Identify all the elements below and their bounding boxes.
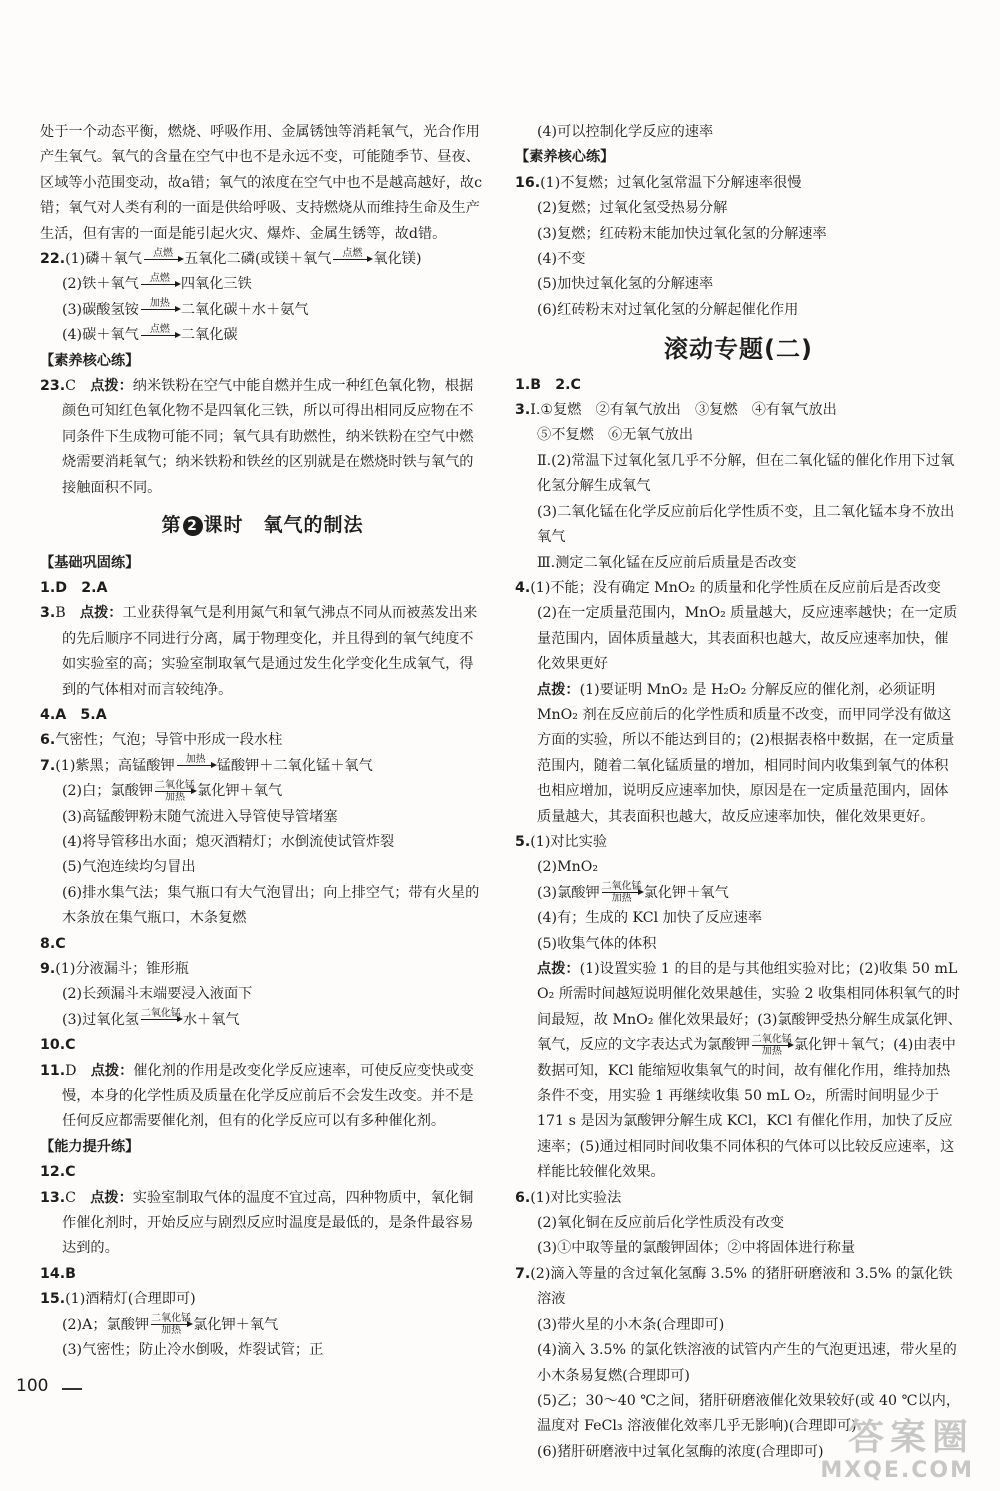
answer-16-3: (3)复燃；红砖粉末能加快过氧化氢的分解速率 <box>537 225 827 242</box>
watermark-logo <box>820 1418 974 1484</box>
section-ability-heading: 【能力提升练】 <box>40 1138 140 1155</box>
reaction-arrow: 二氧化锰 <box>140 1008 181 1020</box>
answer-9-2: (2)长颈漏斗末端要浸入液面下 <box>62 986 253 1003</box>
answer-r-3-5: Ⅲ.测定二氧化锰在反应前后质量是否改变 <box>537 554 797 571</box>
answer-3: 3.B 点拨：工业获得氧气是利用氮气和氧气沸点不同从而被蒸发出来的先后顺序不同进行分离，属于物理变化，并且得到的氧气纯度不如实验室的高；实验室制取氧气是通过发生化学变化生成氧气，得到的气体相对而言较纯净。 <box>40 605 478 698</box>
answer-11: 11.D 点拨：催化剂的作用是改变化学反应速率，可使反应变快或变慢，本身的化学性质及质量在化学反应前后不会发生改变。并不是任何反应都需要催化剂，但有的化学反应可以有多种催化剂。 <box>40 1062 474 1130</box>
answer-r-5-4: (4)有；生成的 KCl 加快了反应速率 <box>537 910 762 927</box>
answer-10: 10.C <box>40 1037 76 1054</box>
topic-title: 滚动专题(二) <box>664 335 813 364</box>
answer-16-4: (4)不变 <box>537 251 586 268</box>
reaction-arrow: 二氧化锰 加热 <box>601 881 642 905</box>
reaction-arrow: 点燃 <box>141 324 179 347</box>
answer-15-2: (2)A；氯酸钾 二氧化锰 加热 氯化钾＋氧气 <box>62 1313 279 1337</box>
answer-7-1: 7.(1)紫黑；高锰酸钾 加热 锰酸钾＋二氧化锰＋氧气 <box>40 754 485 779</box>
reaction-arrow: 点燃 <box>141 273 179 296</box>
answer-7-2: (2)白；氯酸钾 二氧化锰 加热 氯化钾＋氧气 <box>62 779 283 803</box>
answer-7-4: (4)将导管移出水面；熄灭酒精灯；水倒流使试管炸裂 <box>62 833 395 850</box>
answer-16-1: 16.(1)不复燃；过氧化氢常温下分解速率很慢 <box>515 174 802 191</box>
answer-1-2: 1.D 2.A <box>40 579 108 596</box>
answer-22-3: (3)碳酸氢铵 加热 二氧化碳＋水＋氨气 <box>40 298 485 323</box>
answer-7-6: (6)排水集气法；集气瓶口有大气泡冒出；向上排空气；带有火星的木条放在集气瓶口，木条复燃 <box>62 884 480 927</box>
answer-7-5: (5)气泡连续均匀冒出 <box>62 859 196 876</box>
answer-r-4-tip: 点拨：(1)要证明 MnO₂ 是 H₂O₂ 分解反应的催化剂，必须证明 MnO₂ 剂在反应前后的化学性质和质量不改变，而甲同学没有做这方面的实验，所以不能达到目的；(2)根据表格中数据，在一定质量范围内，随着二氧化锰质量的增加，相同时间内收集到氧气的体积也相应增加，说明反应速率加快，原因是在一定质量范围内，固体质量越大，其表面积也越大，故反应速率加快，催化效果更好。 <box>537 681 955 825</box>
answer-r-3-3: Ⅱ.(2)常温下过氧化氢几乎不分解，但在二氧化锰的催化作用下过氧化氢分解生成氧气 <box>537 452 955 495</box>
answer-r-3-2: ⑤不复燃 ⑥无氧气放出 <box>537 427 694 444</box>
reaction-arrow: 点燃 <box>333 248 371 271</box>
right-column <box>515 120 962 1465</box>
paragraph-q21-continued: 处于一个动态平衡，燃烧、呼吸作用、金属锈蚀等消耗氧气，光合作用产生氧气。氧气的含量在空气中也不是永远不变，可能随季节、昼夜、区域等小范围变动，故a错；氧气的浓度在空气中也不是越高越好，故c错；氧气对人类有利的一面是供给呼吸、支持燃烧从而维持生命及生产生活，但有害的一面是能引起火灾、爆炸、金属生锈等，故d错。 <box>40 124 483 242</box>
answer-15-3: (3)气密性；防止冷水倒吸，炸裂试管；正 <box>62 1342 324 1359</box>
answer-14: 14.B <box>40 1265 76 1282</box>
section-basic-heading: 【基础巩固练】 <box>40 554 140 571</box>
lesson-number-badge: 2 <box>183 516 203 536</box>
reaction-arrow: 二氧化锰 加热 <box>151 1313 192 1337</box>
reaction-arrow: 二氧化锰 加热 <box>155 779 196 803</box>
answer-9-1: 9.(1)分液漏斗；锥形瓶 <box>40 961 189 977</box>
answer-6: 6.气密性；气泡；导管中形成一段水柱 <box>40 732 283 749</box>
section-core-heading-2: 【素养核心练】 <box>515 149 615 166</box>
answer-r-5-tip: 点拨：(1)设置实验 1 的目的是与其他组实验对比；(2)收集 50 mL O₂ 所需时间越短说明催化效果越佳，实验 2 收集相同体积氧气的时间最短，故 MnO₂ 催化效果最好；(3)氯酸钾受热分解生成氯化钾、氧气，反应的文字表达式为氯酸钾 二氧化锰 加热 氯化钾＋氧气；(4)由表中数据可知，KCl 能缩短收集氧气的时间，故有催化作用，维持加热条件不变，用实验 1 再继续收集 50 mL O₂，所需时间明显少于 171 s 是因为氯酸钾分解生成 KCl，KCl 有催化作用，加快了反应速率；(5)通过相同时间收集不同体积的气体可以比较反应速率，这样能比较催化效果。 <box>537 961 962 1181</box>
answer-r-7-3: (4)滴入 3.5% 的氯化铁溶液的试管内产生的气泡更迅速，带火星的小木条易复燃(合理即可) <box>537 1342 957 1384</box>
answer-13: 13.C 点拨：实验室制取气体的温度不宜过高，四种物质中，氧化铜作催化剂时，开始反应与剧烈反应时温度是最低的，是条件最容易达到的。 <box>40 1189 474 1257</box>
answer-12: 12.C <box>40 1164 76 1181</box>
answer-16-5: (5)加快过氧化氢的分解速率 <box>537 276 714 293</box>
answer-9-3: (3)过氧化氢 二氧化锰 水＋氧气 <box>40 1008 485 1033</box>
reaction-arrow: 二氧化锰 加热 <box>751 1033 792 1057</box>
answer-r-7-2: (3)带火星的小木条(合理即可) <box>537 1316 725 1333</box>
answer-15-1: 15.(1)酒精灯(合理即可) <box>40 1291 196 1308</box>
page-number-dash <box>62 1388 82 1390</box>
reaction-arrow: 加热 <box>177 754 215 777</box>
answer-15-4: (4)可以控制化学反应的速率 <box>537 124 714 140</box>
answer-8: 8.C <box>40 935 66 952</box>
answer-r-6-3: (3)①中取等量的氯酸钾固体；②中将固体进行称量 <box>537 1240 856 1257</box>
reaction-arrow: 点燃 <box>144 248 182 271</box>
answer-r-6-1: 6.(1)对比实验法 <box>515 1189 622 1206</box>
answer-r-7-1: 7.(2)滴入等量的含过氧化氢酶 3.5% 的猪肝研磨液和 3.5% 的氯化铁溶液 <box>515 1265 953 1308</box>
section-core-heading: 【素养核心练】 <box>40 352 140 369</box>
answer-22-4: (4)碳＋氧气 点燃 二氧化碳 <box>40 323 485 348</box>
answer-r-3-1: 3.Ⅰ.①复燃 ②有氧气放出 ③复燃 ④有氧气放出 <box>515 402 837 419</box>
answer-r-7-4: (5)乙；30～40 ℃之间，猪肝研磨液催化效果较好(或 40 ℃以内，温度对 FeCl₃ 溶液催化效率几乎无影响)(合理即可) <box>537 1392 961 1435</box>
answer-r-5-3: (3)氯酸钾 二氧化锰 加热 氯化钾＋氧气 <box>537 881 729 905</box>
lesson-title: 第 2 课时 氧气的制法 <box>161 514 364 537</box>
answer-22-2: (2)铁＋氧气 点燃 四氧化三铁 <box>40 272 485 297</box>
answer-22: 22.(1)磷＋氧气 点燃 五氧化二磷(或镁＋氧气 点燃 氧化镁) <box>40 247 485 272</box>
answer-r-5-5: (5)收集气体的体积 <box>537 935 657 952</box>
page-number: 100 <box>16 1376 49 1396</box>
answer-r-5-2: (2)MnO₂ <box>537 859 599 876</box>
answer-r-4-2: (2)在一定质量范围内，MnO₂ 质量越大，反应速率越快；在一定质量范围内，固体质量越大，其表面积也越大，故反应速率加快，催化效果更好 <box>537 605 958 673</box>
left-column <box>40 120 485 1364</box>
answer-r-3-4: (3)二氧化锰在化学反应前后化学性质不变，且二氧化锰本身不放出氧气 <box>537 503 955 546</box>
answer-r-5-1: 5.(1)对比实验 <box>515 833 608 850</box>
question-number: 22. <box>40 251 66 268</box>
answer-r-4-1: 4.(1)不能；没有确定 MnO₂ 的质量和化学性质在反应前后是否改变 <box>515 579 941 596</box>
answer-7-3: (3)高锰酸钾粉末随气流进入导管使导管堵塞 <box>62 808 338 825</box>
reaction-arrow: 加热 <box>141 298 179 321</box>
answer-16-2: (2)复燃；过氧化氢受热易分解 <box>537 200 728 217</box>
answer-23: 23.C 点拨：纳米铁粉在空气中能自燃并生成一种红色氧化物，根据颜色可知红色氧化物不是四氧化三铁，所以可得出相同反应物在不同条件下生成物可能不同；氧气具有助燃性，纳米铁粉在空气中燃烧需要消耗氧气；纳米铁粉和铁丝的区别就是在燃烧时铁与氧气的接触面积不同。 <box>40 378 474 496</box>
answer-r-6-2: (2)氧化铜在反应前后化学性质没有改变 <box>537 1215 785 1232</box>
answer-r-7-5: (6)猪肝研磨液中过氧化氢酶的浓度(合理即可) <box>537 1443 824 1460</box>
answer-16-6: (6)红砖粉末对过氧化氢的分解起催化作用 <box>537 301 799 318</box>
watermark-sub: MXQE.COM <box>820 1458 974 1483</box>
answer-4-5: 4.A 5.A <box>40 706 107 723</box>
answer-r-1-2: 1.B 2.C <box>515 376 581 393</box>
watermark-main: 答案圈 <box>847 1417 974 1458</box>
